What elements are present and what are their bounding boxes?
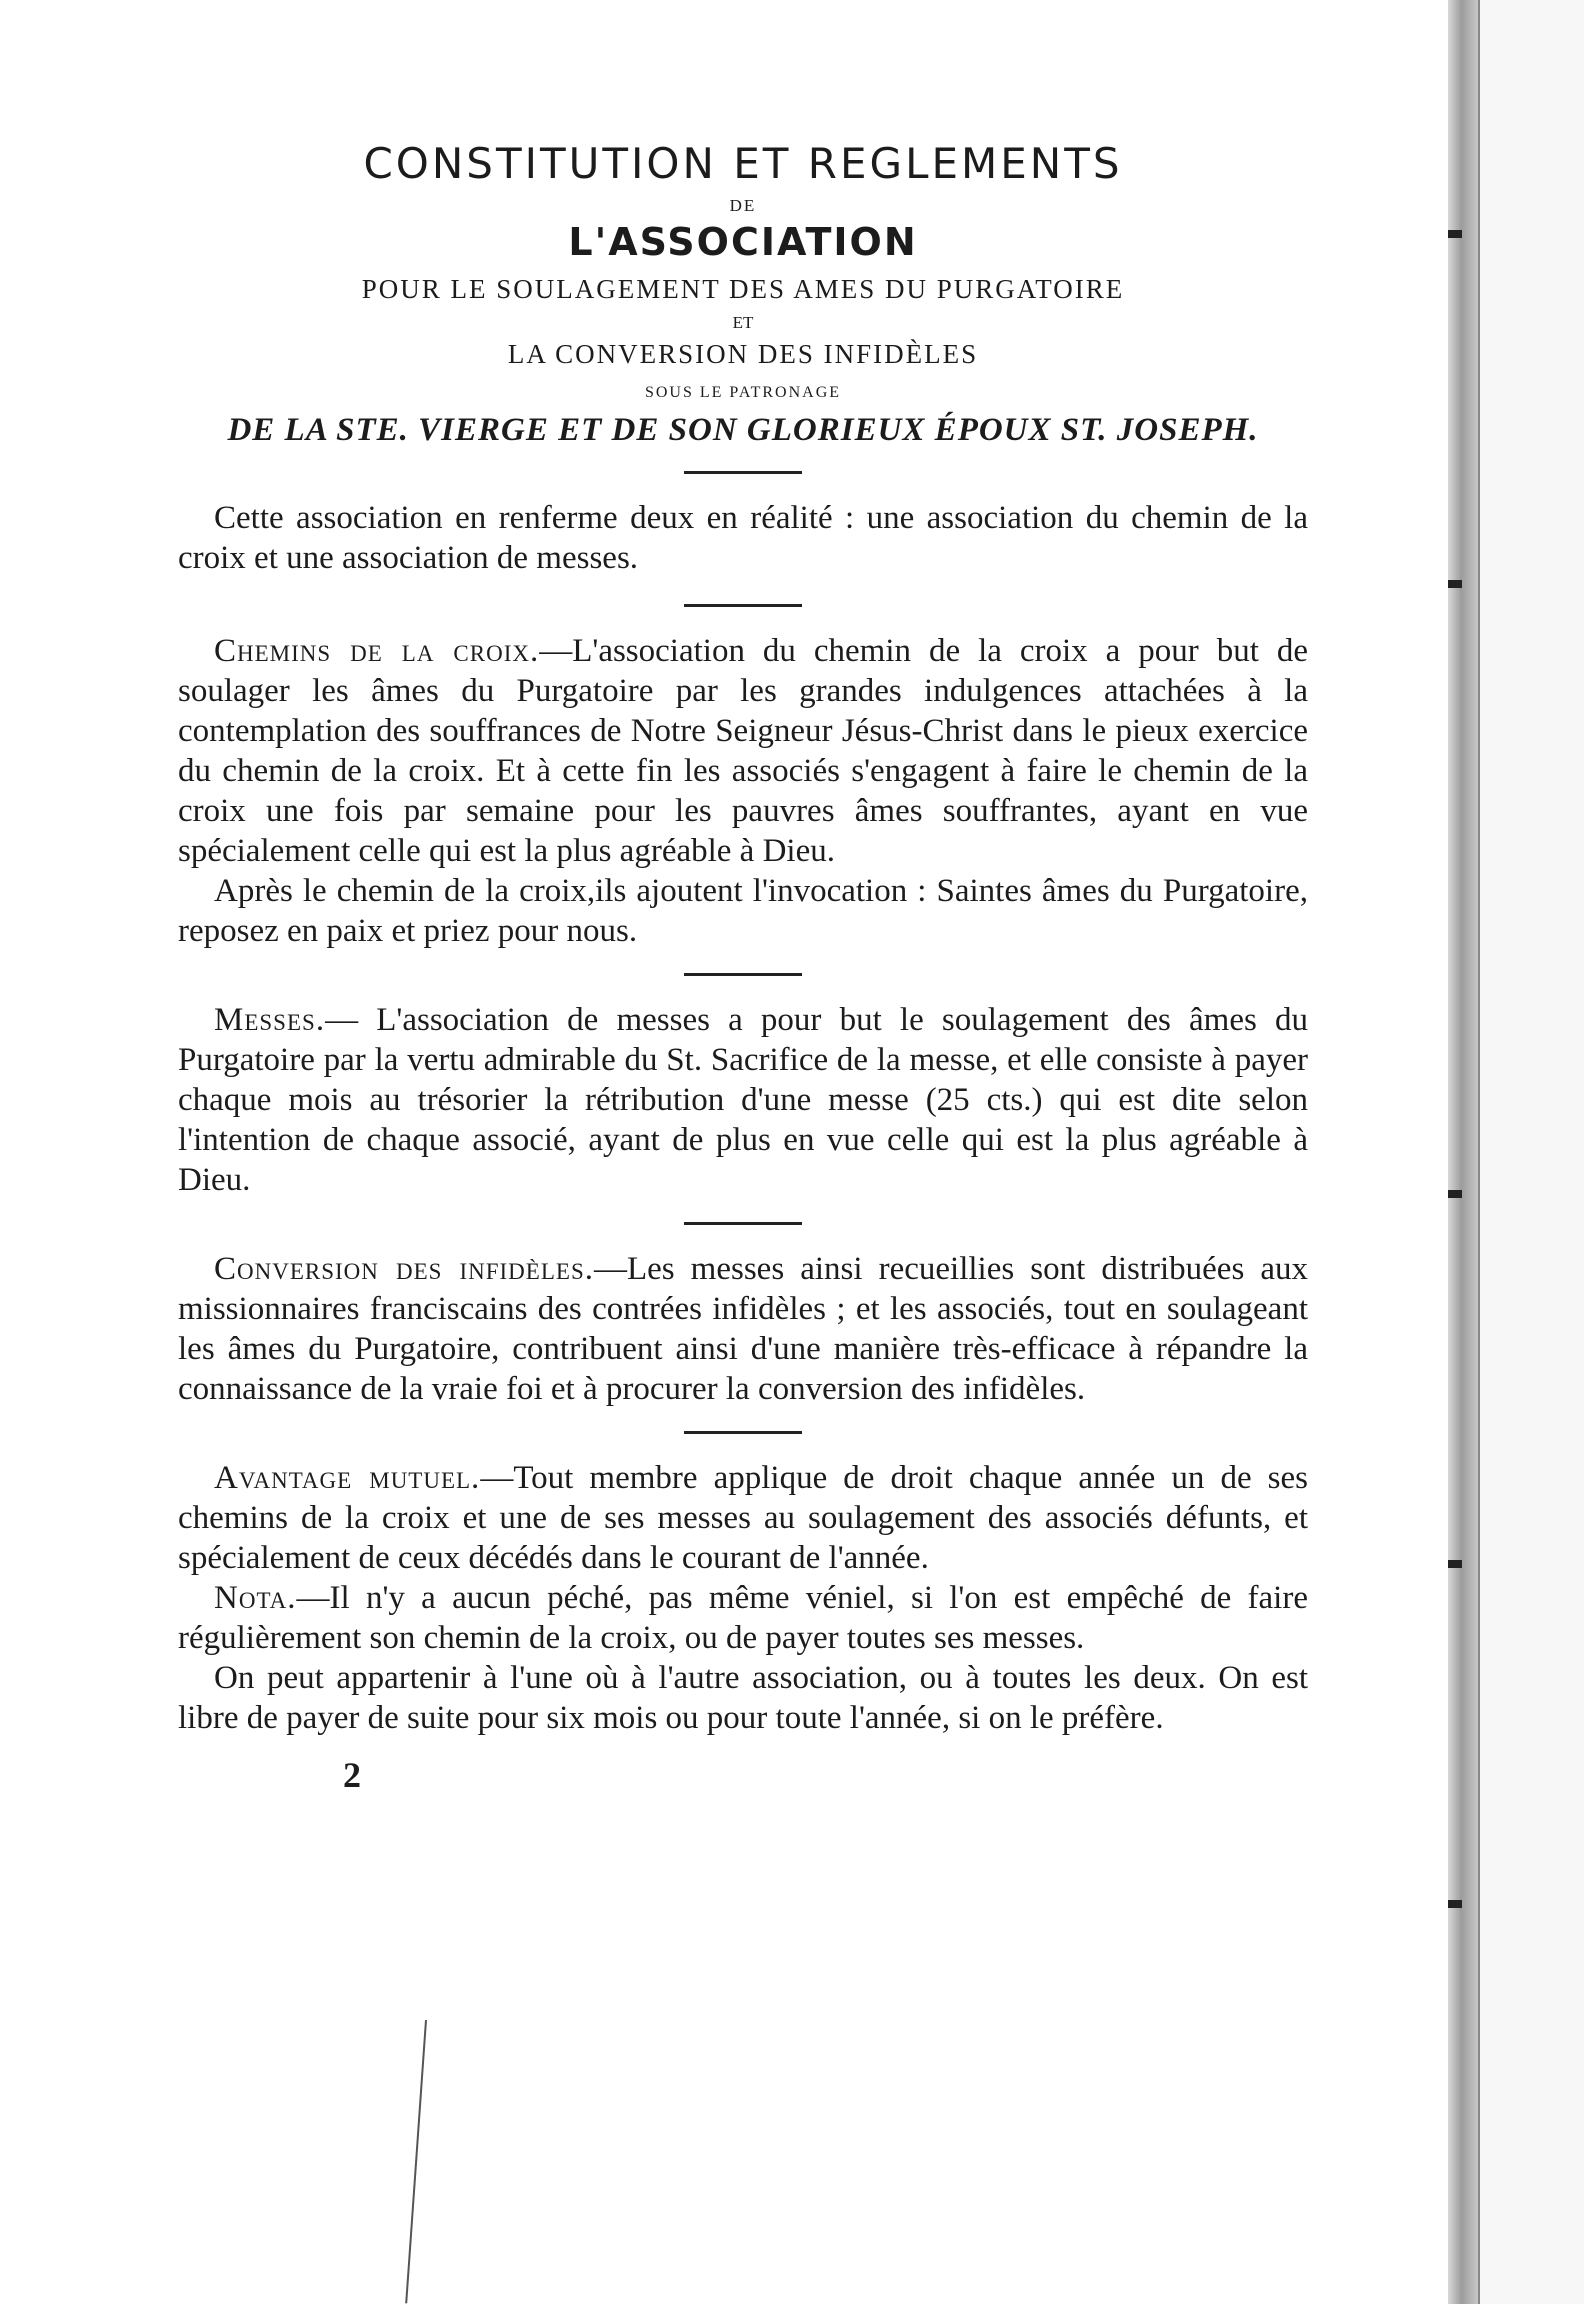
intro-paragraph: Cette association en renferme deux en réalité : une association du chemin de la croix et une association de messes. bbox=[178, 500, 1308, 577]
section-conversion bbox=[178, 1249, 1308, 1409]
section-heading: Messes. bbox=[214, 1002, 326, 1039]
title-line-4: POUR LE SOULAGEMENT DES AMES DU PURGATOIRE bbox=[361, 274, 1125, 305]
section-heading: Nota. bbox=[214, 1580, 297, 1617]
binding-mark bbox=[1448, 230, 1462, 238]
title-line-8: DE LA STE. VIERGE ET DE SON GLORIEUX ÉPOUX ST. JOSEPH. bbox=[227, 412, 1259, 449]
binding-mark bbox=[1448, 1900, 1462, 1908]
section-heading: Conversion des infidèles. bbox=[214, 1251, 594, 1288]
facing-page-edge bbox=[1478, 0, 1584, 2304]
divider-rule bbox=[684, 471, 802, 474]
section-text: —L'association du chemin de la croix a pour but de soulager les âmes du Purgatoire par les grandes indulgences attachées à la contemplation des souffrances de Notre Seigneur Jésus-Christ dans le pieux exercice du chemin de la croix. Et à cette fin les associés s'engagent à faire le chemin de la croix une fois par semaine pour les pauvres âmes souffrantes, ayant en vue spécialement celle qui est la plus agréable à Dieu. bbox=[178, 633, 1308, 870]
section-nota-continued: On peut appartenir à l'une où à l'autre association, ou à toutes les deux. On est libre de payer de suite pour six mois ou pour toute l'année, si on le préfère. bbox=[178, 1660, 1308, 1737]
binding-mark bbox=[1448, 1560, 1462, 1568]
binding-mark bbox=[1448, 1190, 1462, 1198]
binding-mark bbox=[1448, 580, 1462, 588]
section-chemins bbox=[178, 631, 1308, 871]
page-binding-edge bbox=[1448, 0, 1478, 2304]
section-nota bbox=[178, 1578, 1308, 1658]
title-line-5: ET bbox=[732, 313, 754, 333]
title-line-3: L'ASSOCIATION bbox=[568, 220, 918, 265]
section-heading: Avantage mutuel. bbox=[214, 1460, 481, 1497]
section-avantage bbox=[178, 1458, 1308, 1578]
divider-rule bbox=[684, 973, 802, 976]
section-messes bbox=[178, 1000, 1308, 1200]
section-text: — L'association de messes a pour but le soulagement des âmes du Purgatoire par la vertu admirable du St. Sacrifice de la messe, et elle consiste à payer chaque mois au trésorier la rétribution d'une messe (25 cts.) qui est dite selon l'intention de chaque associé, ayant de plus en vue celle qui est la plus agréable à Dieu. bbox=[178, 1002, 1308, 1199]
section-text: —Il n'y a aucun péché, pas même véniel, si l'on est empêché de faire régulièrement son chemin de la croix, ou de payer toutes ses messes. bbox=[178, 1580, 1308, 1657]
page-number: 2 bbox=[343, 1755, 361, 1796]
title-block bbox=[178, 140, 1308, 449]
section-chemins-continued: Après le chemin de la croix,ils ajoutent l'invocation : Saintes âmes du Purgatoire, reposez en paix et priez pour nous. bbox=[178, 873, 1308, 950]
document-page bbox=[178, 140, 1308, 1796]
title-line-7: SOUS LE PATRONAGE bbox=[644, 384, 842, 402]
page-crease bbox=[405, 2020, 427, 2303]
divider-rule bbox=[684, 1222, 802, 1225]
divider-rule bbox=[684, 604, 802, 607]
title-line-6: LA CONVERSION DES INFIDÈLES bbox=[507, 339, 979, 370]
divider-rule bbox=[684, 1431, 802, 1434]
section-heading: Chemins de la croix. bbox=[214, 633, 540, 670]
title-line-2: DE bbox=[729, 196, 757, 216]
section-text: —Les messes ainsi recueillies sont distribuées aux missionnaires franciscains des contrées infidèles ; et les associés, tout en soulageant les âmes du Purgatoire, contribuent ainsi d'une manière très-efficace à répandre la connaissance de la vraie foi et à procurer la conversion des infidèles. bbox=[178, 1251, 1308, 1408]
title-line-1: CONSTITUTION ET REGLEMENTS bbox=[363, 139, 1123, 188]
section-text: —Tout membre applique de droit chaque année un de ses chemins de la croix et une de ses messes au soulagement des associés défunts, et spécialement de ceux décédés dans le courant de l'année. bbox=[178, 1460, 1308, 1577]
